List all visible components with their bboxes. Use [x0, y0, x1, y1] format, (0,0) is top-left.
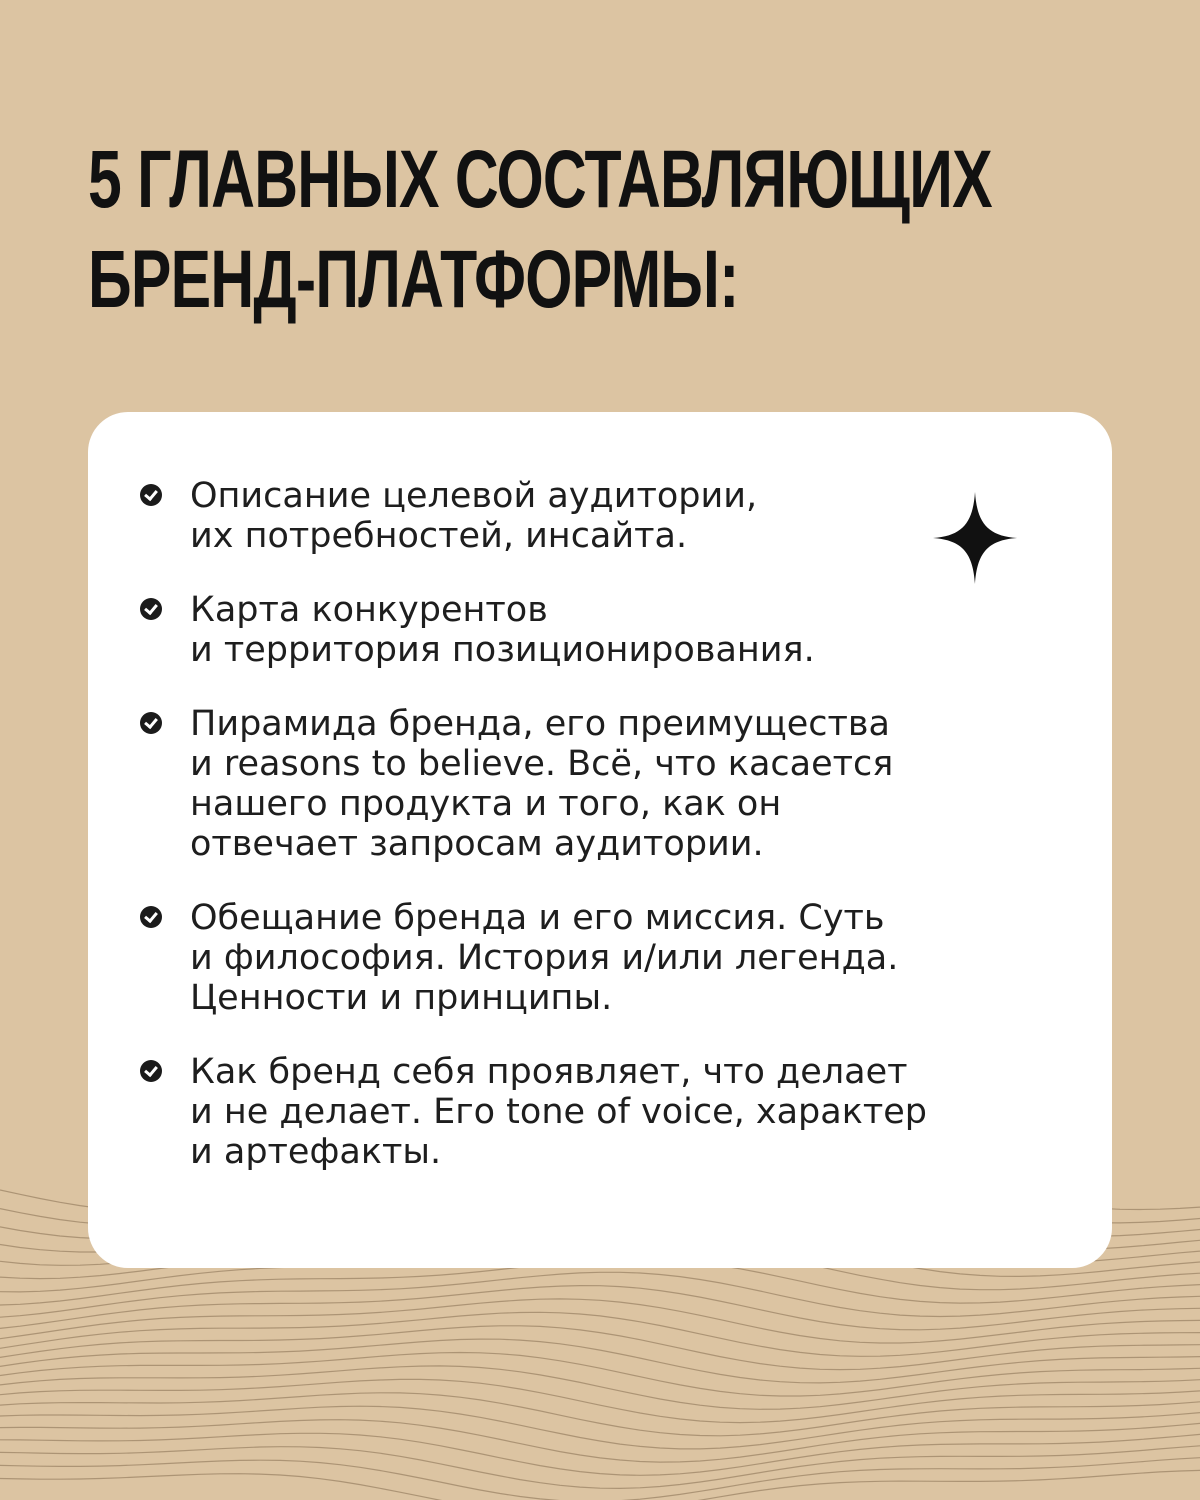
check-bullet-icon	[140, 712, 162, 734]
check-bullet-icon	[140, 598, 162, 620]
item-text-line: Описание целевой аудитории,	[190, 476, 758, 516]
wave-line	[0, 1286, 1200, 1330]
title-line-2: БРЕНД-ПЛАТФОРМЫ:	[88, 234, 739, 325]
item-text-line: отвечает запросам аудитории.	[190, 824, 764, 864]
list-item	[140, 1052, 1020, 1172]
list-item	[140, 590, 1020, 670]
item-text-line: и территория позиционирования.	[190, 630, 815, 670]
list-item	[140, 476, 1020, 556]
item-text-line: их потребностей, инсайта.	[190, 516, 688, 556]
content-card	[88, 412, 1112, 1268]
item-text-line: Ценности и принципы.	[190, 978, 613, 1018]
wave-line	[0, 1393, 1200, 1436]
wave-line	[0, 1299, 1200, 1343]
components-list	[140, 476, 1020, 1206]
item-text-line: Карта конкурентов	[190, 590, 548, 630]
wave-line	[0, 1446, 1200, 1489]
check-bullet-icon	[140, 906, 162, 928]
item-text-line: и артефакты.	[190, 1132, 442, 1172]
title-line-1: 5 ГЛАВНЫХ СОСТАВЛЯЮЩИХ	[88, 134, 992, 225]
item-text-line: и философия. История и/или легенда.	[190, 938, 899, 978]
item-text-line: нашего продукта и того, как он	[190, 784, 782, 824]
wave-line	[0, 1353, 1200, 1397]
wave-line	[0, 1458, 1200, 1500]
item-text-line: Как бренд себя проявляет, что делает	[190, 1052, 908, 1092]
wave-line	[0, 1379, 1200, 1422]
item-text-line: Пирамида бренда, его преимущества	[190, 704, 890, 744]
wave-line	[0, 1339, 1200, 1383]
list-item	[140, 704, 1020, 864]
wave-line	[0, 1272, 1200, 1317]
wave-line	[0, 1470, 1200, 1500]
item-text-line: и не делает. Его tone of voice, характер	[190, 1092, 927, 1132]
list-item	[140, 898, 1020, 1018]
item-text-line: и reasons to believe. Всё, что касается	[190, 744, 894, 784]
item-text-line: Обещание бренда и его миссия. Суть	[190, 898, 885, 938]
check-bullet-icon	[140, 1060, 162, 1082]
page-title	[88, 130, 992, 330]
check-bullet-icon	[140, 484, 162, 506]
